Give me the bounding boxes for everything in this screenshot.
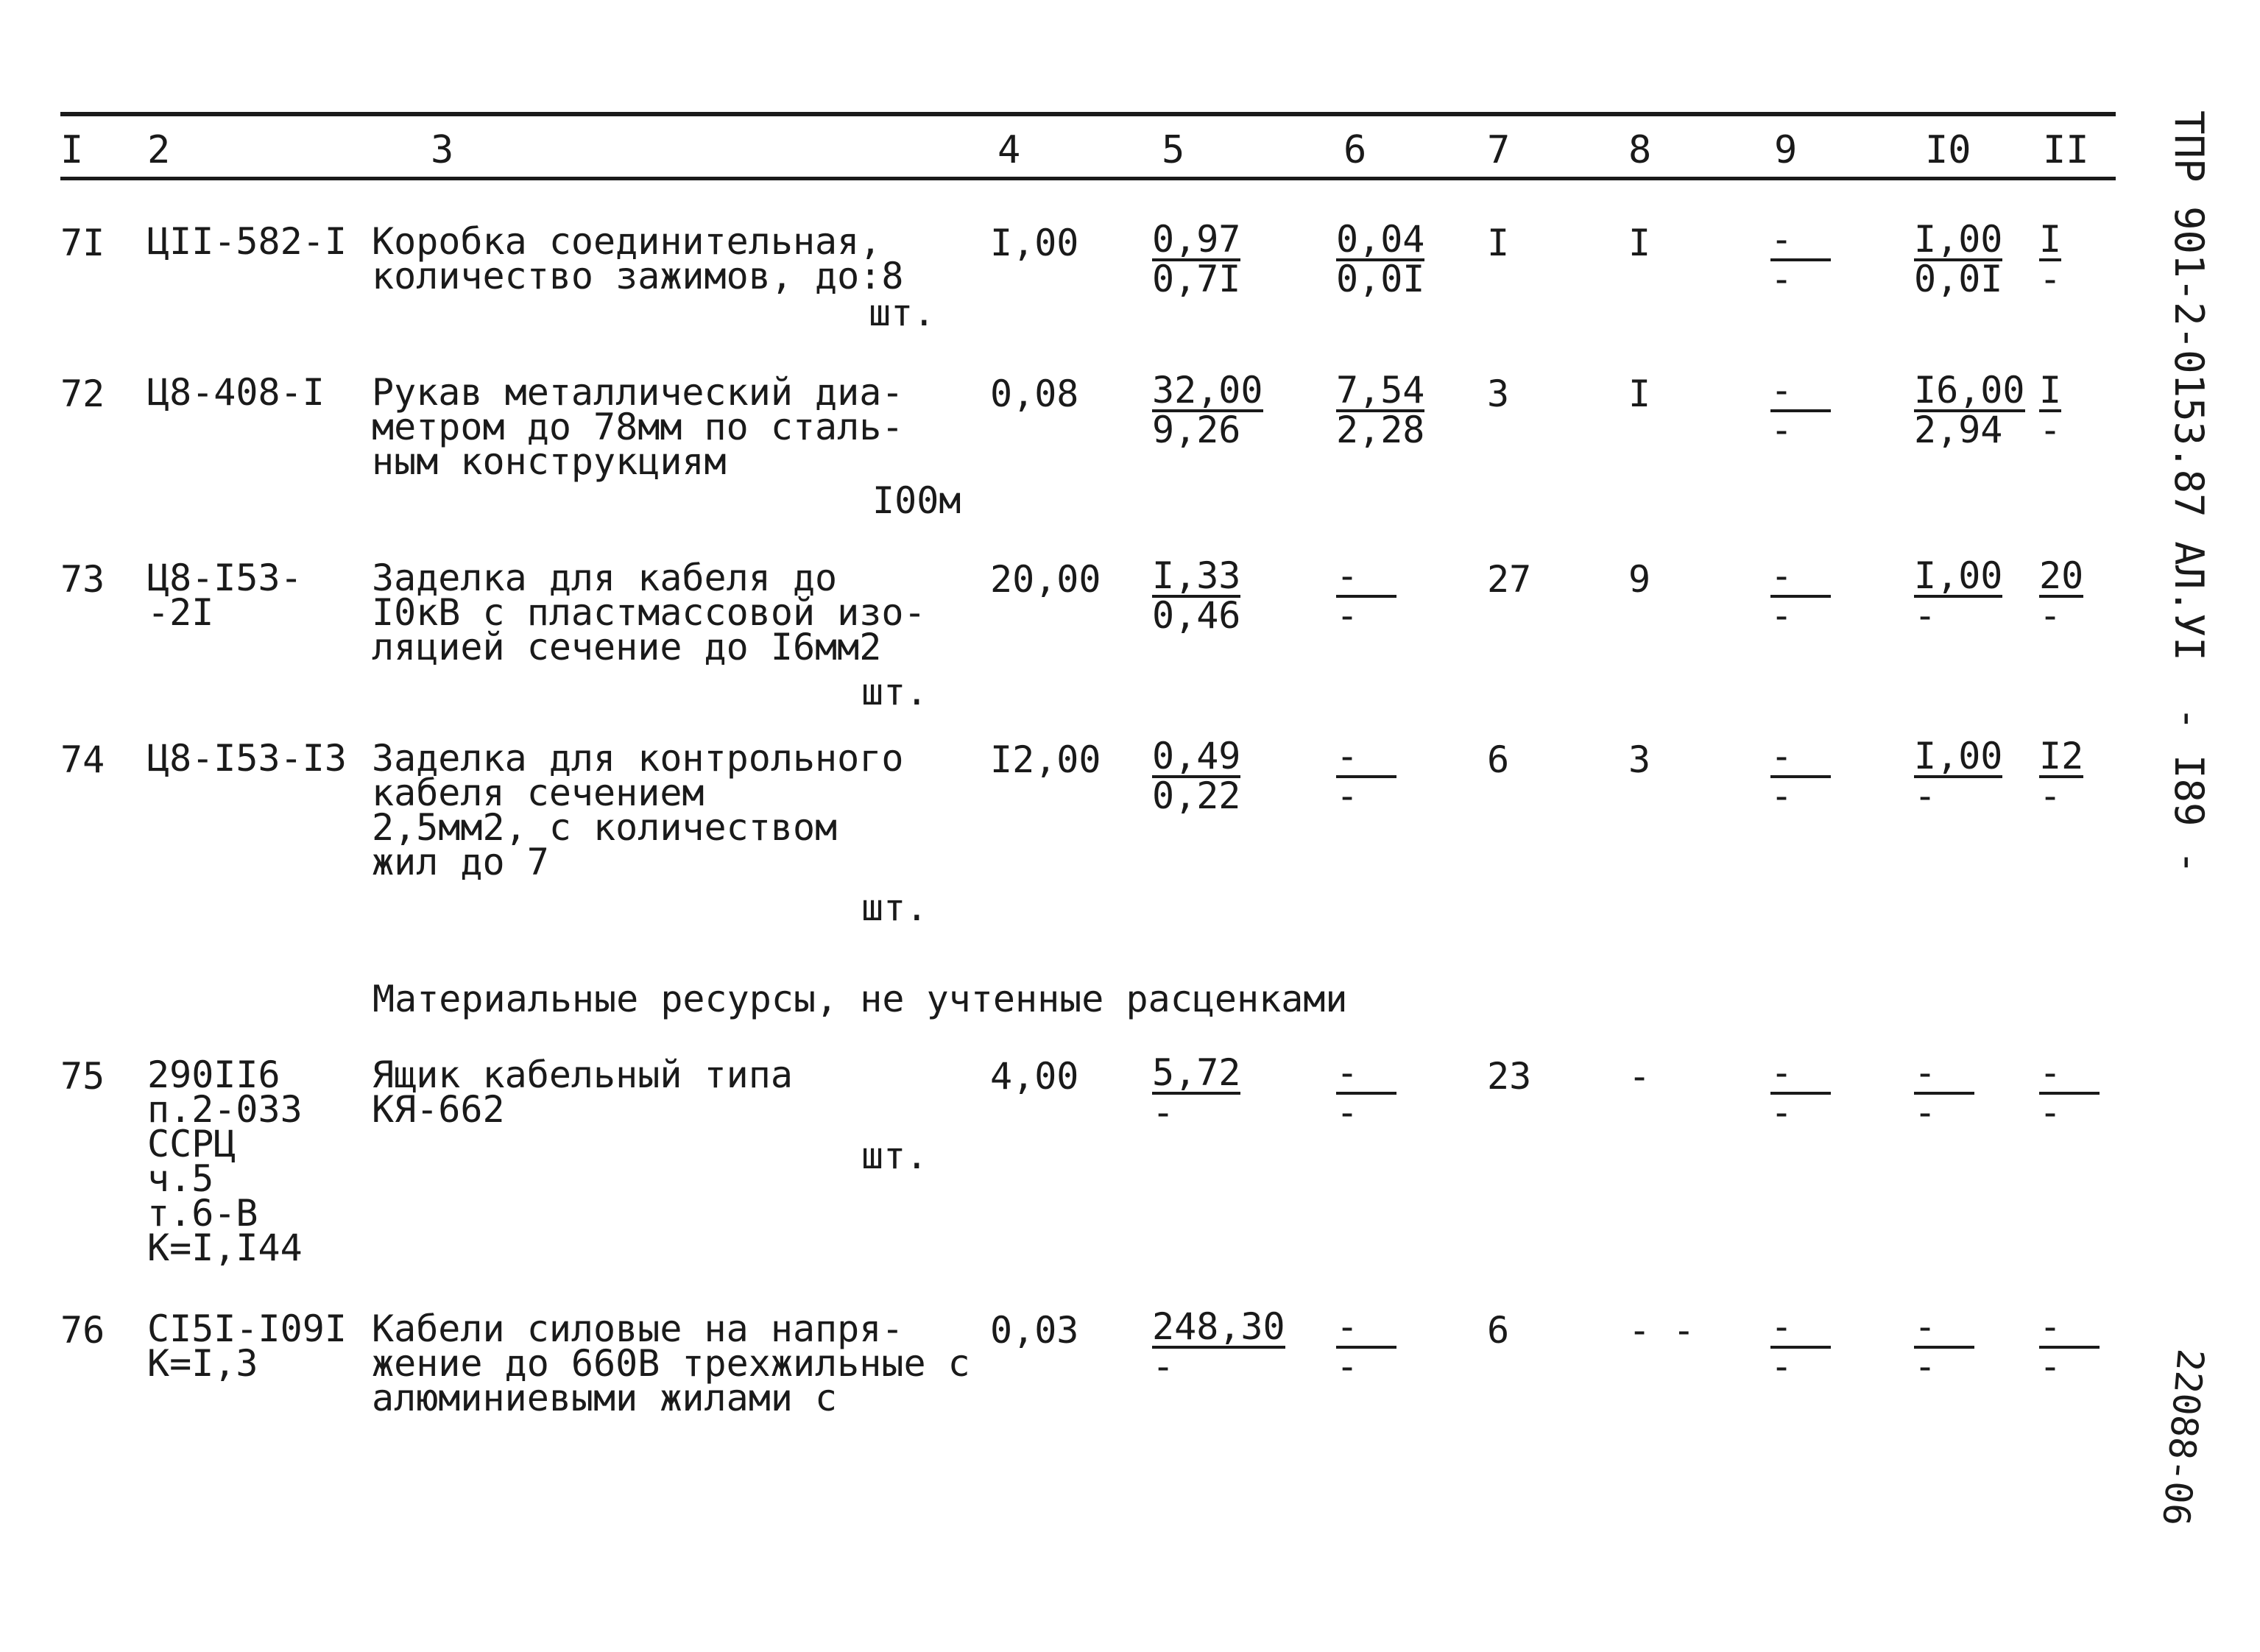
row-code [147, 737, 347, 780]
row-unit: шт. [869, 292, 936, 334]
col11-fraction-numerator: I [2039, 218, 2062, 261]
description-line: Кабели силовые на напря- [372, 1307, 904, 1350]
col10-dashes-upper: - [1914, 1055, 1974, 1095]
row-code [147, 1053, 303, 1269]
col9-dashes-lower: - [1770, 1345, 1793, 1388]
description-line: ным конструкциям [372, 440, 727, 483]
col9-dashes [1770, 218, 1831, 300]
row-code [147, 1307, 347, 1385]
row-number: 73 [60, 558, 105, 601]
col4-value: I2,00 [990, 738, 1101, 781]
col10-fraction-numerator: I,00 [1914, 735, 2003, 777]
col10-dashes-lower: - [1914, 1091, 1937, 1134]
col7-value: 23 [1487, 1055, 1532, 1098]
col5-fraction-denominator: 9,26 [1152, 409, 1241, 451]
column-header-11: II [2043, 128, 2089, 172]
code-line: К=I,3 [147, 1342, 258, 1385]
col11-fraction-denominator: - [2039, 774, 2062, 817]
col5-fraction-denominator: 0,7I [1152, 258, 1241, 300]
row-description [372, 220, 904, 297]
row-unit: шт. [861, 671, 928, 713]
col11-dashes-upper: - [2039, 1309, 2100, 1349]
col7-value: 3 [1487, 373, 1510, 415]
col11-dashes [2039, 1051, 2100, 1134]
col6-dashes-lower: - [1336, 594, 1359, 637]
column-header-7: 7 [1487, 128, 1511, 172]
col8-value: I [1628, 373, 1651, 415]
description-line: КЯ-662 [372, 1088, 505, 1131]
col6-dashes-upper: - [1336, 1055, 1396, 1095]
description-line: Ящик кабельный типа [372, 1053, 793, 1096]
col9-dashes-upper: - [1770, 222, 1831, 261]
col5-fraction [1152, 218, 1241, 300]
column-header-8: 8 [1628, 128, 1652, 172]
col5-fraction-denominator: - [1152, 1345, 1175, 1388]
col9-dashes-lower: - [1770, 774, 1793, 817]
row-number: 7I [60, 222, 105, 264]
col5-fraction [1152, 1051, 1241, 1134]
code-line: ч.5 [147, 1157, 214, 1200]
col11-fraction [2039, 218, 2062, 300]
col11-dashes-lower: - [2039, 1091, 2062, 1134]
document-code: ТПР 901-2-0153.87 АЛ.УI [2166, 110, 2212, 661]
col6-dashes [1336, 1305, 1396, 1388]
code-line: К=I,I44 [147, 1226, 303, 1269]
col4-value: I,00 [990, 222, 1079, 264]
description-line: жил до 7 [372, 841, 549, 883]
col5-fraction-numerator: 32,00 [1152, 369, 1263, 412]
row-number: 75 [60, 1055, 105, 1098]
col9-dashes-upper: - [1770, 558, 1831, 598]
description-line: жение до 660В трехжильные с [372, 1342, 970, 1385]
description-line: I0кВ с пластмассовой изо- [372, 591, 926, 634]
col5-fraction-denominator: - [1152, 1091, 1175, 1134]
col9-dashes [1770, 554, 1831, 637]
col11-fraction-numerator: 20 [2039, 554, 2084, 597]
col8-value: - - [1628, 1309, 1695, 1352]
col8-value: - [1628, 1055, 1651, 1098]
col5-fraction [1152, 554, 1241, 637]
col10-fraction [1914, 554, 2003, 637]
col4-value: 0,03 [990, 1309, 1079, 1352]
row-description [372, 1307, 970, 1419]
row-description [372, 737, 904, 883]
description-line: Коробка соединительная, [372, 220, 882, 263]
col11-dashes-upper: - [2039, 1055, 2100, 1095]
col11-fraction [2039, 554, 2084, 637]
col8-value: I [1628, 222, 1651, 264]
col9-dashes [1770, 1305, 1831, 1388]
col11-fraction-numerator: I [2039, 369, 2062, 412]
code-line: т.6-В [147, 1192, 258, 1235]
code-line: ЦII-582-I [147, 220, 347, 263]
row-number: 72 [60, 373, 105, 415]
col5-fraction-numerator: 248,30 [1152, 1305, 1285, 1348]
col10-dashes-upper: - [1914, 1309, 1974, 1349]
col10-dashes-lower: - [1914, 1345, 1937, 1388]
col6-dashes [1336, 735, 1396, 817]
col6-dashes-upper: - [1336, 738, 1396, 778]
description-line: Заделка для кабеля до [372, 557, 838, 599]
column-header-1: I [60, 128, 84, 172]
col6-fraction-numerator: 0,04 [1336, 218, 1425, 261]
col9-dashes-upper: - [1770, 1055, 1831, 1095]
col11-fraction-numerator: I2 [2039, 735, 2084, 777]
col6-dashes-upper: - [1336, 558, 1396, 598]
column-header-4: 4 [997, 128, 1021, 172]
col6-fraction [1336, 369, 1425, 451]
row-unit: шт. [861, 886, 928, 929]
description-line: ляцией сечение до I6мм2 [372, 626, 882, 668]
col6-dashes-lower: - [1336, 1345, 1359, 1388]
col4-value: 20,00 [990, 558, 1101, 601]
col7-value: 6 [1487, 1309, 1510, 1352]
col5-fraction [1152, 735, 1241, 817]
code-line: 290II6 [147, 1053, 280, 1096]
code-line: Ц8-I53- [147, 557, 303, 599]
col4-value: 0,08 [990, 373, 1079, 415]
col6-fraction-denominator: 0,0I [1336, 258, 1425, 300]
archive-stamp: 22088-06 [2154, 1346, 2212, 1528]
col6-dashes [1336, 554, 1396, 637]
col8-value: 3 [1628, 738, 1651, 781]
row-code [147, 557, 303, 634]
col5-fraction-numerator: 5,72 [1152, 1051, 1241, 1094]
col6-fraction-numerator: 7,54 [1336, 369, 1425, 412]
description-line: Рукав металлический диа- [372, 371, 904, 414]
col11-fraction [2039, 369, 2062, 451]
column-header-5: 5 [1162, 128, 1185, 172]
col11-fraction-denominator: - [2039, 594, 2062, 637]
col6-fraction-denominator: 2,28 [1336, 409, 1425, 451]
column-header-3: 3 [431, 128, 454, 172]
col7-value: I [1487, 222, 1510, 264]
code-line: СI5I-I09I [147, 1307, 347, 1350]
col7-value: 6 [1487, 738, 1510, 781]
code-line: Ц8-408-I [147, 371, 325, 414]
col9-dashes-lower: - [1770, 1091, 1793, 1134]
row-number: 74 [60, 738, 105, 781]
col10-fraction [1914, 735, 2003, 817]
description-line: метром до 78мм по сталь- [372, 406, 904, 448]
col9-dashes [1770, 369, 1831, 451]
row-description [372, 371, 904, 483]
col7-value: 27 [1487, 558, 1532, 601]
code-line: -2I [147, 591, 214, 634]
col6-dashes [1336, 1051, 1396, 1134]
code-line: Ц8-I53-I3 [147, 737, 347, 780]
description-line: алюминиевыми жилами с [372, 1377, 838, 1419]
col11-dashes [2039, 1305, 2100, 1388]
column-header-9: 9 [1774, 128, 1798, 172]
row-unit: I00м [872, 479, 961, 522]
top-rule [60, 112, 2116, 116]
column-header-10: I0 [1925, 128, 1971, 172]
description-line: 2,5мм2, с количеством [372, 806, 838, 849]
col8-value: 9 [1628, 558, 1651, 601]
col10-dashes [1914, 1305, 1974, 1388]
col5-fraction [1152, 369, 1263, 451]
col4-value: 4,00 [990, 1055, 1079, 1098]
column-header-2: 2 [147, 128, 171, 172]
header-rule [60, 177, 2116, 180]
col11-fraction-denominator: - [2039, 409, 2062, 451]
row-description [372, 557, 926, 668]
col11-fraction [2039, 735, 2084, 817]
description-line: Заделка для контрольного [372, 737, 904, 780]
col9-dashes [1770, 735, 1831, 817]
row-number: 76 [60, 1309, 105, 1352]
col9-dashes-upper: - [1770, 373, 1831, 412]
page-number: - I89 - [2166, 707, 2212, 875]
col11-dashes-lower: - [2039, 1345, 2062, 1388]
col10-fraction-denominator: 0,0I [1914, 258, 2003, 300]
col6-dashes-upper: - [1336, 1309, 1396, 1349]
col10-fraction-numerator: I,00 [1914, 554, 2003, 597]
col5-fraction-numerator: 0,97 [1152, 218, 1241, 261]
col6-dashes-lower: - [1336, 1091, 1359, 1134]
description-line: кабеля сечением [372, 772, 705, 814]
col6-dashes-lower: - [1336, 774, 1359, 817]
description-line: количество зажимов, до:8 [372, 255, 904, 297]
col10-fraction-denominator: 2,94 [1914, 409, 2003, 451]
col10-fraction-numerator: I,00 [1914, 218, 2003, 261]
col10-fraction-numerator: I6,00 [1914, 369, 2025, 412]
col9-dashes-upper: - [1770, 1309, 1831, 1349]
col10-fraction-denominator: - [1914, 594, 1937, 637]
col5-fraction-numerator: 0,49 [1152, 735, 1241, 777]
row-unit: шт. [861, 1134, 928, 1177]
col10-fraction-denominator: - [1914, 774, 1937, 817]
row-code [147, 220, 347, 263]
col9-dashes-lower: - [1770, 258, 1793, 300]
col5-fraction-denominator: 0,46 [1152, 594, 1241, 637]
col9-dashes-upper: - [1770, 738, 1831, 778]
row-description [372, 1053, 793, 1131]
col5-fraction-denominator: 0,22 [1152, 774, 1241, 817]
col10-dashes [1914, 1051, 1974, 1134]
code-line: ССРЦ [147, 1123, 236, 1165]
col9-dashes-lower: - [1770, 594, 1793, 637]
code-line: п.2-033 [147, 1088, 303, 1131]
col10-fraction [1914, 218, 2003, 300]
col6-fraction [1336, 218, 1425, 300]
col5-fraction-numerator: I,33 [1152, 554, 1241, 597]
col10-fraction [1914, 369, 2025, 451]
col9-dashes-lower: - [1770, 409, 1793, 451]
section-heading: Материальные ресурсы, не учтенные расценками [372, 978, 1348, 1020]
row-code [147, 371, 325, 414]
column-header-6: 6 [1343, 128, 1367, 172]
col11-fraction-denominator: - [2039, 258, 2062, 300]
col9-dashes [1770, 1051, 1831, 1134]
col5-fraction [1152, 1305, 1285, 1388]
